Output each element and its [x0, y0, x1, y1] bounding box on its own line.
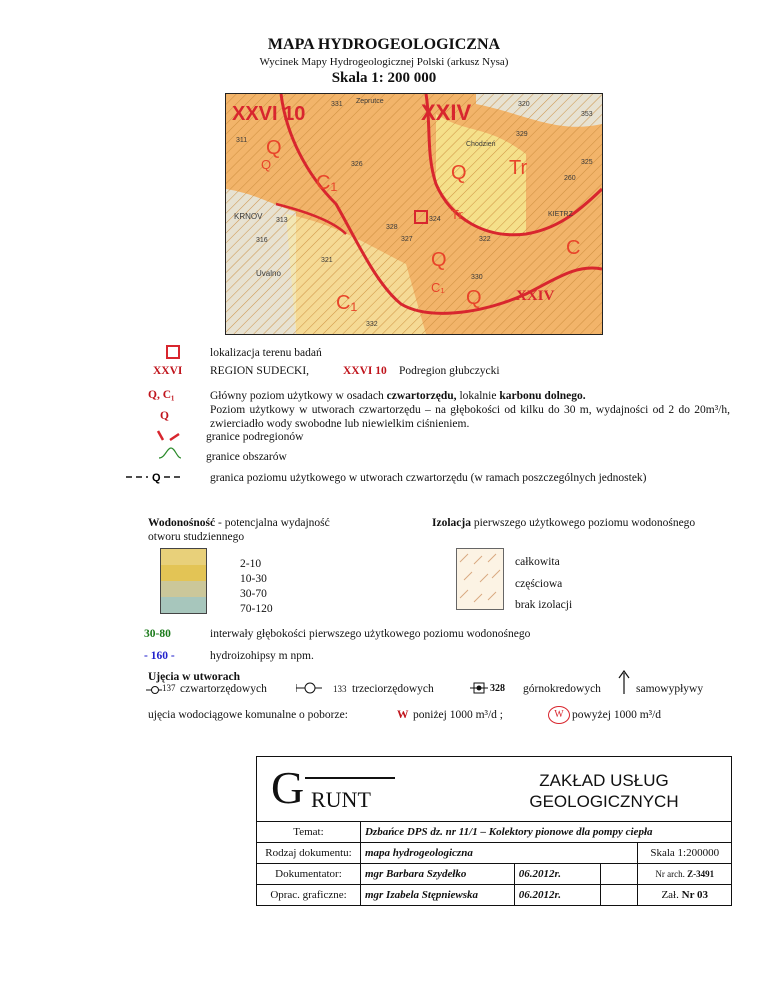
yield-swatch-1	[161, 549, 206, 565]
page-subtitle: Wycinek Mapy Hydrogeologicznej Polski (arkusz Nysa)	[259, 56, 509, 68]
stamp-graphics-value: mgr Izabela Stępniewska	[360, 885, 514, 906]
yield-range-2: 10-30	[240, 573, 267, 585]
quaternary-well-icon	[146, 685, 162, 695]
map-place-chodzien: Chodzień	[466, 141, 496, 148]
page-title: MAPA HYDROGEOLOGICZNA	[267, 36, 501, 53]
hydro-text: hydroizohipsy m npm.	[210, 650, 314, 662]
stamp-topic-value: Dzbańce DPS dz. nr 11/1 – Kolektory pionowe dla pompy ciepła	[360, 822, 731, 843]
company-name-line2: GEOLOGICZNYCH	[529, 792, 679, 811]
municipal-large-text: powyżej 1000 m³/d	[572, 709, 662, 721]
stamp-author-value: mgr Barbara Szydełko	[360, 864, 514, 885]
map-label-c: Q	[261, 157, 272, 172]
legend-subregion-boundary: granice podregionów	[206, 431, 304, 443]
map-label-region-bottom: XXIV	[516, 288, 555, 304]
map-number: 331	[331, 101, 343, 108]
depth-text: interwały głębokości pierwszego użytkowego poziomu wodonośnego	[210, 628, 531, 640]
yield-swatch-4	[161, 597, 206, 613]
artesian-arrow-icon	[618, 670, 630, 694]
stamp-row-topic	[257, 822, 732, 843]
map-number: 353	[581, 111, 593, 118]
map-number: 329	[516, 131, 528, 138]
hydrogeological-map	[225, 93, 603, 335]
yield-swatch-3	[161, 581, 206, 597]
cretaceous-well-number: 328	[490, 683, 505, 694]
map-place-krnov: KRNOV	[234, 212, 263, 221]
yield-heading: Wodonośność - potencjalna wydajność otworu studziennego	[148, 517, 330, 543]
legend-region-name: REGION SUDECKI,	[210, 365, 310, 377]
map-label-tr: Tr	[509, 157, 528, 179]
subregion-boundary-icon	[156, 428, 182, 442]
municipal-wells-text: ujęcia wodociągowe komunalne o poborze:	[148, 709, 348, 721]
map-number: 326	[351, 161, 363, 168]
municipal-small-symbol: W	[397, 709, 409, 721]
map-number: 325	[581, 159, 593, 166]
cretaceous-well-icon	[470, 682, 488, 694]
yield-swatch-2	[161, 565, 206, 581]
stamp-graphics-date: 06.2012r.	[514, 885, 600, 906]
isolation-swatch	[456, 548, 504, 610]
legend-symbol-qc: Q, C₁	[148, 389, 175, 401]
artesian-label: samowypływy	[636, 683, 704, 695]
map-number: 313	[276, 217, 288, 224]
stamp-row-doctype	[257, 843, 732, 864]
municipal-large-symbol: W	[548, 706, 570, 724]
stamp-row-author	[257, 864, 732, 885]
map-number: 260	[564, 175, 576, 182]
legend-symbol-q: Q	[160, 410, 169, 422]
company-logo-g: G	[271, 762, 305, 813]
legend-aquifer-boundary: granica poziomu użytkowego w utworach czwartorzędu (w ramach poszczególnych jednostek)	[210, 472, 647, 484]
map-place-zeprutce: Zeprutce	[356, 98, 384, 105]
hydro-example: - 160 -	[144, 650, 175, 662]
legend-region-code: XXVI	[153, 365, 183, 377]
stamp-annex: Zał. Nr 03	[638, 885, 732, 906]
depth-example: 30-80	[144, 628, 171, 640]
legend-area-boundary: granice obszarów	[206, 451, 287, 463]
map-number: 322	[479, 236, 491, 243]
map-place-uvalno: Uvalno	[256, 269, 281, 278]
svg-text:Q: Q	[152, 472, 161, 484]
yield-swatch-column	[160, 548, 207, 614]
quaternary-well-label: czwartorzędowych	[180, 683, 267, 695]
legend-subregion-name: Podregion głubczycki	[399, 365, 500, 377]
stamp-author-date: 06.2012r.	[514, 864, 600, 885]
page-scale: Skala 1: 200 000	[331, 70, 437, 86]
tertiary-well-icon	[296, 682, 322, 694]
company-logo-bar	[305, 777, 395, 779]
quaternary-well-number: 137	[162, 683, 176, 693]
map-label-c: C	[566, 237, 581, 259]
map-place-kietrz: KIETRZ	[548, 211, 573, 218]
legend-site-text: lokalizacja terenu badań	[210, 347, 322, 359]
yield-range-4: 70-120	[240, 603, 273, 615]
map-label-c1: C₁	[431, 280, 445, 295]
isolation-level-1: całkowita	[515, 556, 560, 568]
site-square-icon	[166, 345, 180, 359]
map-number: 332	[366, 321, 378, 328]
company-header-box	[256, 756, 732, 822]
company-name-line1: ZAKŁAD USŁUG	[539, 771, 669, 790]
yield-range-1: 2-10	[240, 558, 262, 570]
map-number: 324	[429, 216, 441, 223]
wells-title: Ujęcia w utworach	[148, 671, 240, 683]
map-label-region-left: XXVI 10	[232, 103, 306, 125]
isolation-heading: Izolacja pierwszego użytkowego poziomu wodonośnego	[432, 517, 696, 529]
tertiary-well-label: trzeciorzędowych	[352, 683, 434, 695]
isolation-level-3: brak izolacji	[515, 599, 573, 611]
isolation-level-2: częściowa	[515, 578, 563, 590]
stamp-doctype-label: Rodzaj dokumentu:	[257, 843, 361, 864]
legend-qc-text: Główny poziom użytkowy w osadach czwartorzędu, lokalnie karbonu dolnego.	[210, 390, 586, 402]
stamp-doctype-value: mapa hydrogeologiczna	[360, 843, 638, 864]
map-label-q: Q	[266, 137, 282, 159]
legend-subregion-code: XXVI 10	[343, 365, 387, 377]
map-number: 321	[321, 257, 333, 264]
map-label-c1: C₁	[336, 292, 358, 314]
aquifer-boundary-icon	[124, 470, 186, 484]
map-number: 328	[386, 224, 398, 231]
stamp-archive: Nr arch. Z-3491	[638, 864, 732, 885]
map-number: 320	[518, 101, 530, 108]
document-stamp-table	[256, 821, 732, 906]
map-number: 330	[471, 274, 483, 281]
legend-q-text: Poziom użytkowy w utworach czwartorzędu – na głębokości od kilku do 30 m, wydajności od 2 do 20m³/h, zwierciadło wody swobodne lub niewielkim ciśnieniem.	[210, 404, 730, 430]
municipal-small-text: poniżej 1000 m³/d ;	[413, 709, 504, 721]
map-label-c1: C₁	[316, 172, 338, 194]
map-label-q: Q	[466, 287, 482, 309]
cretaceous-well-label: górnokredowych	[523, 683, 601, 695]
area-boundary-icon	[157, 446, 183, 460]
stamp-graphics-label: Oprac. graficzne:	[257, 885, 361, 906]
map-number: 327	[401, 236, 413, 243]
map-number: 316	[256, 237, 268, 244]
tertiary-well-number: 133	[333, 684, 347, 694]
stamp-author-label: Dokumentator:	[257, 864, 361, 885]
map-number: 311	[236, 137, 248, 144]
map-label-tr: Tr	[451, 207, 463, 222]
map-label-q: Q	[431, 249, 447, 271]
stamp-scale: Skala 1:200000	[638, 843, 732, 864]
stamp-topic-label: Temat:	[257, 822, 361, 843]
stamp-row-graphics	[257, 885, 732, 906]
yield-range-3: 30-70	[240, 588, 267, 600]
map-label-region-top: XXIV	[421, 100, 472, 125]
company-logo-runt: RUNT	[311, 787, 371, 812]
map-label-q: Q	[451, 162, 467, 184]
